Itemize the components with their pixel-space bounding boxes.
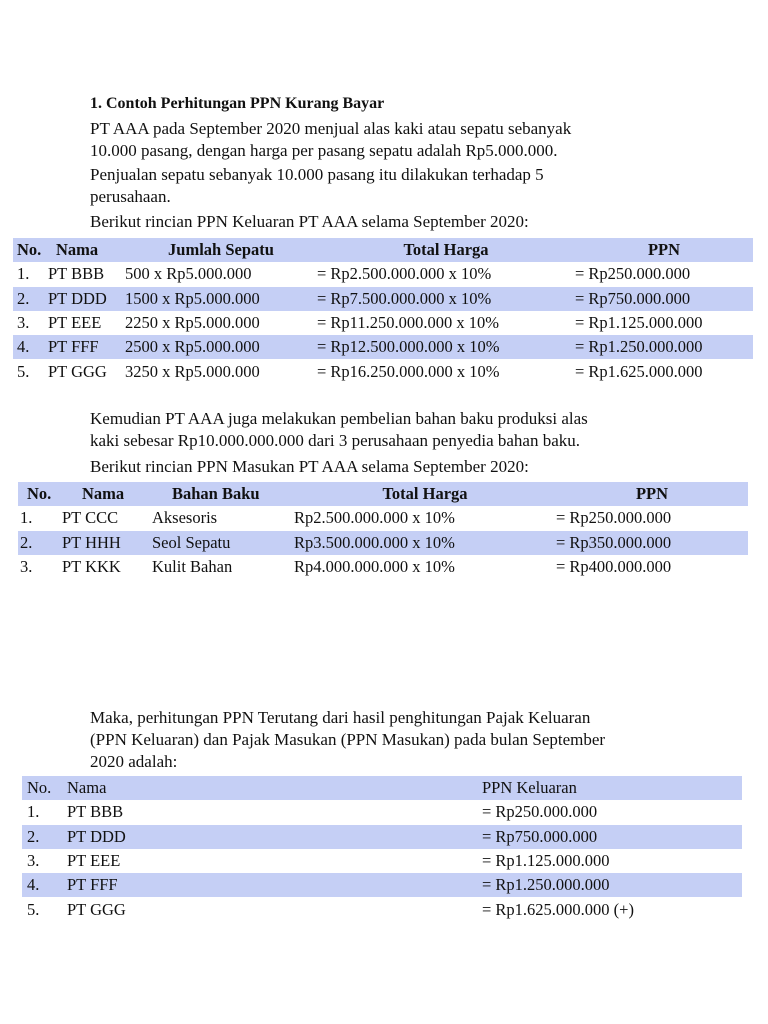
table-cell: 3. [17, 313, 30, 333]
column-header: Total Harga [294, 482, 556, 506]
table-cell: PT GGG [67, 899, 126, 919]
table-cell: = Rp1.125.000.000 [482, 851, 610, 871]
table-cell: PT CCC [62, 508, 119, 528]
table-cell: PT KKK [62, 557, 121, 577]
table-cell: 2250 x Rp5.000.000 [125, 313, 260, 333]
table-cell: PT HHH [60, 531, 152, 555]
table-cell: = Rp750.000.000 [482, 825, 742, 849]
table-header-row [18, 482, 748, 506]
table-cell: 1. [20, 508, 33, 528]
conclusion-paragraph [90, 707, 605, 773]
column-header: Jumlah Sepatu [125, 238, 317, 262]
table-cell: = Rp250.000.000 [575, 264, 691, 284]
table-cell: PT FFF [66, 873, 482, 897]
table-cell: 2. [18, 531, 60, 555]
column-header: No. [13, 238, 48, 262]
table-cell: 2. [22, 825, 66, 849]
table-header-row [13, 238, 753, 262]
table-cell: PT DDD [66, 825, 482, 849]
table-cell: PT EEE [48, 313, 102, 333]
table-cell: PT GGG [48, 361, 107, 381]
table-row [13, 335, 753, 359]
input-tax-table [18, 482, 748, 579]
table-cell: = Rp1.625.000.000 (+) [482, 899, 634, 919]
table-cell: PT FFF [48, 335, 125, 359]
input-tax-intro: Berikut rincian PPN Masukan PT AAA selama September 2020: [90, 457, 529, 476]
section-heading: 1. Contoh Perhitungan PPN Kurang Bayar [90, 95, 385, 112]
purchase-paragraph [90, 408, 588, 452]
sales-line-2: perusahaan. [90, 187, 171, 206]
table-cell: PT BBB [48, 264, 105, 284]
table-header-row [22, 776, 742, 800]
table-cell: 3250 x Rp5.000.000 [125, 361, 260, 381]
table-cell: PT BBB [67, 802, 124, 822]
table-cell: = Rp1.250.000.000 [482, 873, 742, 897]
table-row [18, 555, 748, 579]
conclusion-line-1: Maka, perhitungan PPN Terutang dari hasil penghitungan Pajak Keluaran [90, 708, 591, 727]
column-header: Nama [48, 238, 125, 262]
purchase-line-2: kaki sebesar Rp10.000.000.000 dari 3 perusahaan penyedia bahan baku. [90, 431, 581, 450]
column-header: Nama [66, 776, 482, 800]
table-cell: = Rp250.000.000 [556, 508, 672, 528]
table-cell: PT EEE [67, 851, 121, 871]
column-header: No. [22, 776, 66, 800]
conclusion-line-3: 2020 adalah: [90, 752, 178, 771]
table-row [22, 873, 742, 897]
table-cell: PT DDD [48, 287, 125, 311]
table-cell: 1500 x Rp5.000.000 [125, 287, 317, 311]
table-cell: 3. [20, 557, 33, 577]
sales-line-1: Penjualan sepatu sebanyak 10.000 pasang itu dilakukan terhadap 5 [90, 165, 544, 184]
table-cell: 500 x Rp5.000.000 [125, 264, 252, 284]
intro-paragraph [90, 118, 571, 162]
table-cell: 1. [17, 264, 30, 284]
table-row [18, 531, 748, 555]
table-row [13, 262, 753, 286]
table-cell: 5. [27, 899, 40, 919]
payable-tax-table [22, 776, 742, 922]
table-cell: 2. [13, 287, 48, 311]
table-cell: = Rp400.000.000 [556, 557, 672, 577]
column-header: PPN [575, 238, 753, 262]
table-cell: 2500 x Rp5.000.000 [125, 335, 317, 359]
table-cell: = Rp1.250.000.000 [575, 335, 753, 359]
column-header: No. [18, 482, 60, 506]
table-cell: 3. [27, 851, 40, 871]
table-cell: = Rp250.000.000 [482, 802, 598, 822]
output-tax-intro: Berikut rincian PPN Keluaran PT AAA selama September 2020: [90, 212, 529, 231]
table-cell: = Rp2.500.000.000 x 10% [317, 264, 492, 284]
table-row [13, 311, 753, 335]
table-cell: Rp3.500.000.000 x 10% [294, 531, 556, 555]
column-header: PPN Keluaran [482, 776, 742, 800]
output-tax-table [13, 238, 753, 384]
column-header: Nama [60, 482, 152, 506]
table-cell: = Rp350.000.000 [556, 531, 748, 555]
table-row [13, 359, 753, 383]
intro-line-1: PT AAA pada September 2020 menjual alas kaki atau sepatu sebanyak [90, 119, 572, 138]
purchase-line-1: Kemudian PT AAA juga melakukan pembelian bahan baku produksi alas [90, 409, 588, 428]
sales-paragraph [90, 164, 544, 208]
column-header: Bahan Baku [152, 482, 294, 506]
column-header: PPN [556, 482, 748, 506]
column-header: Total Harga [317, 238, 575, 262]
table-row [22, 897, 742, 921]
table-cell: Rp2.500.000.000 x 10% [294, 508, 455, 528]
conclusion-line-2: (PPN Keluaran) dan Pajak Masukan (PPN Masukan) pada bulan September [90, 730, 606, 749]
table-cell: = Rp11.250.000.000 x 10% [317, 313, 499, 333]
table-row [18, 506, 748, 530]
table-row [13, 287, 753, 311]
table-row [22, 800, 742, 824]
table-cell: Kulit Bahan [152, 557, 233, 577]
table-cell: = Rp750.000.000 [575, 287, 753, 311]
intro-line-2: 10.000 pasang, dengan harga per pasang sepatu adalah Rp5.000.000. [90, 141, 558, 160]
table-cell: 1. [27, 802, 40, 822]
table-cell: Rp4.000.000.000 x 10% [294, 557, 455, 577]
table-cell: 5. [17, 361, 30, 381]
table-row [22, 825, 742, 849]
table-cell: Aksesoris [152, 508, 218, 528]
table-cell: = Rp7.500.000.000 x 10% [317, 287, 575, 311]
table-cell: = Rp1.125.000.000 [575, 313, 703, 333]
table-cell: 4. [13, 335, 48, 359]
table-cell: = Rp1.625.000.000 [575, 361, 703, 381]
table-row [22, 849, 742, 873]
table-cell: Seol Sepatu [152, 531, 294, 555]
table-cell: 4. [22, 873, 66, 897]
table-cell: = Rp12.500.000.000 x 10% [317, 335, 575, 359]
table-cell: = Rp16.250.000.000 x 10% [317, 361, 500, 381]
